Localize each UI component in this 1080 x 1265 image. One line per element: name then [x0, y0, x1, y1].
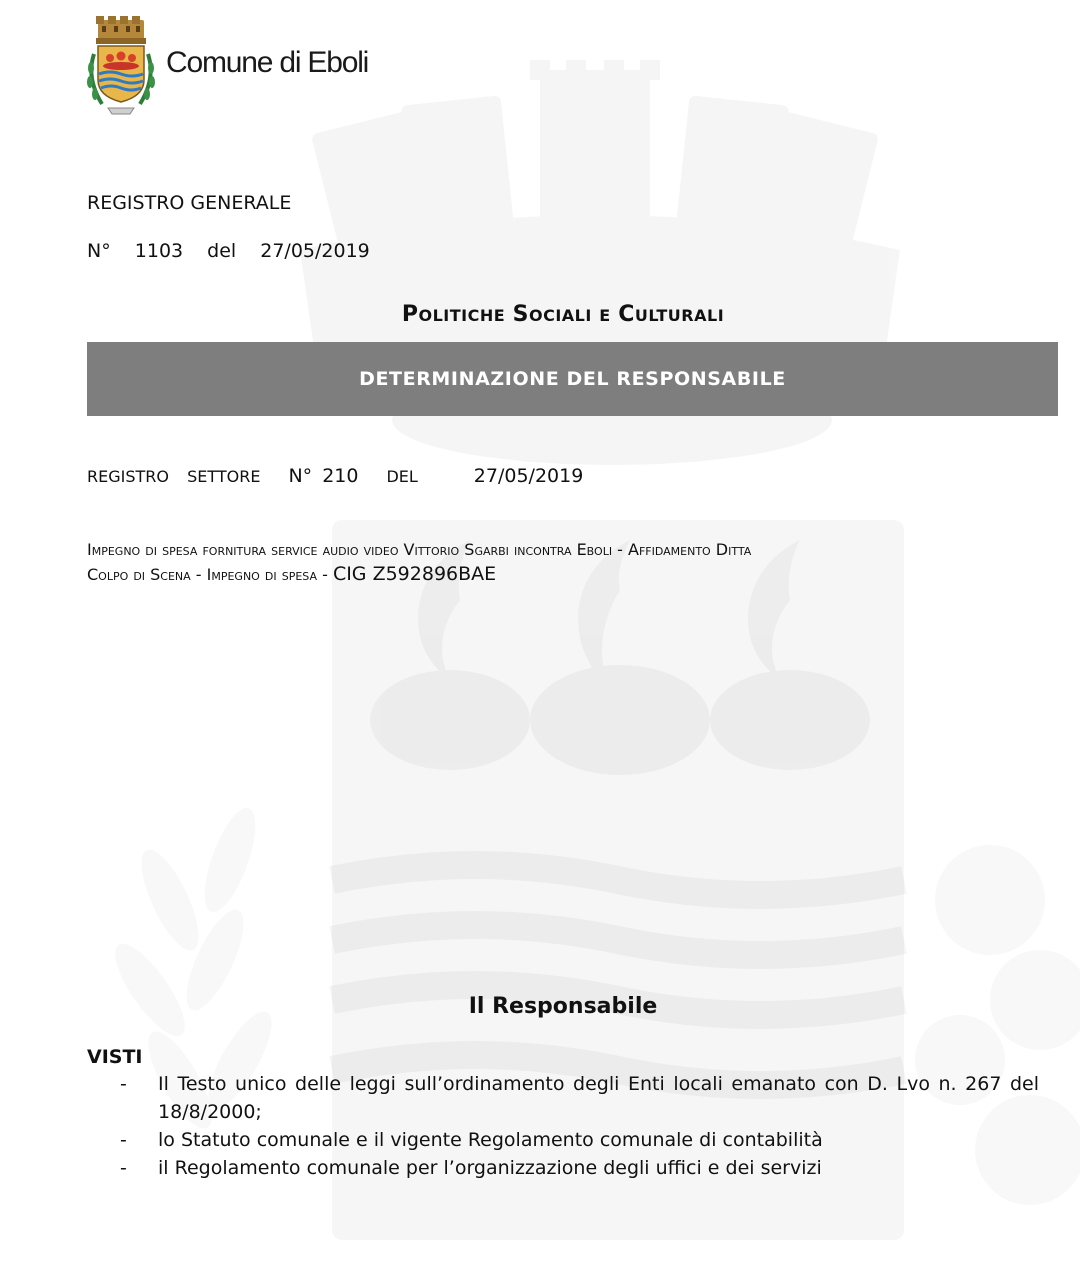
municipality-name: Comune di Eboli: [166, 46, 369, 79]
list-item-text: il Regolamento comunale per l’organizzazione degli uffici e dei servizi: [158, 1157, 822, 1179]
sector-word: E: [599, 306, 611, 325]
subject-line-2: Colpo di Scena - Impegno di spesa -: [87, 565, 333, 584]
subject-line-1: Impegno di spesa fornitura service audio video Vittorio Sgarbi incontra Eboli - Affidamento Ditta: [87, 540, 752, 559]
eboli-coat-of-arms-icon: [84, 14, 158, 118]
list-item-text: Il Testo unico delle leggi sull’ordinamento degli Enti locali emanato con D. Lvo n. 267 del 18/8/2000;: [158, 1073, 1039, 1123]
registro-settore-num: 210: [322, 465, 359, 487]
sector-word: CULTURALI: [618, 302, 725, 327]
registro-settore-num-label: N°: [288, 465, 313, 487]
sector-word: SOCIALI: [512, 302, 592, 327]
list-item: [87, 1126, 1039, 1154]
sector-title: [0, 302, 1080, 327]
registro-generale-line: [87, 240, 388, 262]
list-dash: -: [120, 1129, 127, 1151]
registro-generale-num-label: N°: [87, 240, 111, 262]
subject-cig: CIG Z592896BAE: [332, 563, 497, 585]
list-dash: -: [120, 1073, 127, 1095]
responsabile-heading: Il Responsabile: [468, 994, 658, 1019]
list-dash: -: [120, 1157, 127, 1179]
registro-generale-title: REGISTRO GENERALE: [87, 192, 292, 214]
determination-banner: DETERMINAZIONE DEL RESPONSABILE: [87, 342, 1058, 416]
list-item: [87, 1070, 1039, 1126]
registro-generale-del-label: del: [207, 240, 237, 262]
sector-word: POLITICHE: [401, 302, 506, 327]
registro-settore-label: REGISTRO SETTORE: [87, 467, 261, 486]
list-item: [87, 1154, 1039, 1182]
registro-generale-date: 27/05/2019: [260, 240, 370, 262]
registro-settore-date: 27/05/2019: [473, 465, 584, 487]
visti-list: [87, 1070, 1039, 1182]
determination-subject: [87, 538, 1039, 587]
visti-heading: VISTI: [87, 1046, 143, 1068]
registro-settore-del-label: DEL: [386, 467, 418, 486]
registro-settore-line: [87, 465, 583, 487]
list-item-text: lo Statuto comunale e il vigente Regolamento comunale di contabilità: [158, 1129, 823, 1151]
registro-generale-num: 1103: [134, 240, 184, 262]
